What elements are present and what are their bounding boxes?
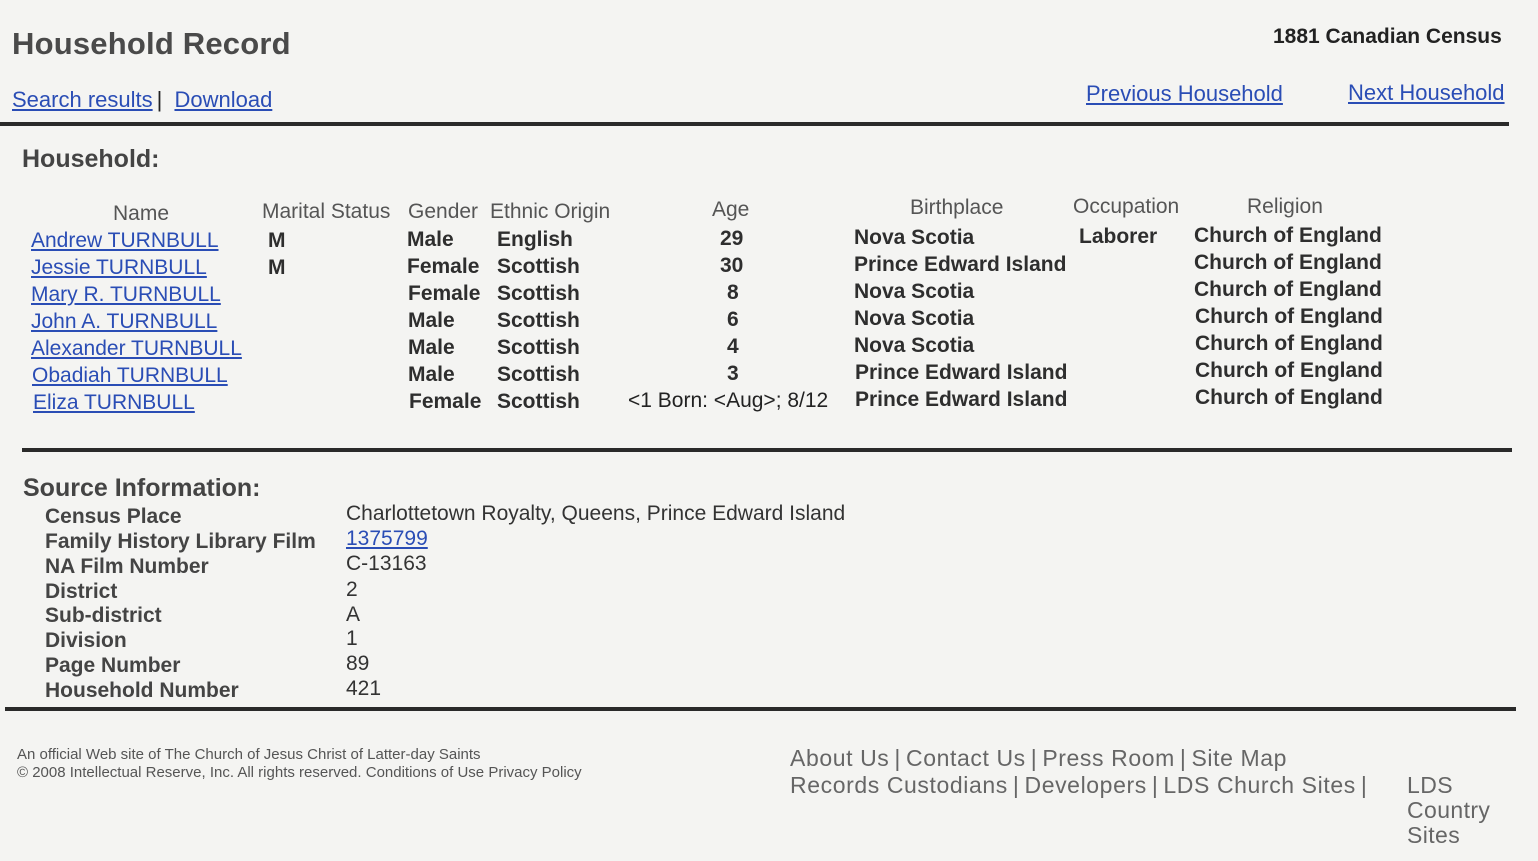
age-cell: 29 bbox=[720, 227, 744, 250]
age-cell: 3 bbox=[727, 362, 739, 385]
ethnic-origin-cell: Scottish bbox=[497, 336, 580, 359]
na-film-value: C-13163 bbox=[346, 552, 427, 575]
member-name-link[interactable]: Alexander TURNBULL bbox=[31, 337, 242, 360]
religion-cell: Church of England bbox=[1194, 278, 1382, 301]
column-header-religion: Religion bbox=[1247, 195, 1323, 218]
age-cell: 6 bbox=[727, 308, 739, 331]
age-cell: 4 bbox=[727, 335, 739, 358]
source-section-title: Source Information: bbox=[23, 474, 261, 502]
ethnic-origin-cell: English bbox=[497, 228, 573, 251]
ethnic-origin-cell: Scottish bbox=[497, 282, 580, 305]
marital-status-cell: M bbox=[268, 256, 286, 279]
footer-links-row-1 bbox=[790, 745, 1510, 772]
census-place-label: Census Place bbox=[45, 505, 182, 528]
ethnic-origin-cell: Scottish bbox=[497, 255, 580, 278]
footer-separator: | bbox=[1030, 745, 1038, 771]
records-custodians-link[interactable]: Records Custodians bbox=[790, 772, 1008, 798]
religion-cell: Church of England bbox=[1195, 386, 1383, 409]
footer-separator: | bbox=[1012, 772, 1020, 798]
household-section-title: Household: bbox=[22, 145, 160, 173]
about-us-link[interactable]: About Us bbox=[790, 745, 890, 771]
privacy-policy-link[interactable]: Privacy Policy bbox=[488, 764, 582, 781]
copyright-line bbox=[17, 764, 582, 781]
page-number-label: Page Number bbox=[45, 654, 181, 677]
gender-cell: Male bbox=[408, 309, 455, 332]
official-site-text: An official Web site of The Church of Jesus Christ of Latter-day Saints bbox=[17, 746, 481, 763]
ethnic-origin-cell: Scottish bbox=[497, 309, 580, 332]
age-cell: <1 Born: <Aug>; 8/12 bbox=[628, 389, 829, 412]
footer-links-row-2 bbox=[790, 773, 1510, 798]
na-film-label: NA Film Number bbox=[45, 555, 209, 578]
census-place-value: Charlottetown Royalty, Queens, Prince Edward Island bbox=[346, 502, 846, 525]
film-label: Family History Library Film bbox=[45, 530, 316, 553]
film-number-link[interactable]: 1375799 bbox=[346, 527, 428, 550]
column-header-birthplace: Birthplace bbox=[910, 196, 1004, 219]
press-room-link[interactable]: Press Room bbox=[1042, 745, 1175, 771]
gender-cell: Female bbox=[409, 390, 482, 413]
birthplace-cell: Nova Scotia bbox=[854, 226, 975, 249]
census-title: 1881 Canadian Census bbox=[1273, 25, 1502, 48]
footer-separator: | bbox=[1179, 745, 1187, 771]
page-number-value: 89 bbox=[346, 652, 370, 675]
footer-separator: | bbox=[1360, 772, 1368, 798]
district-value: 2 bbox=[346, 578, 358, 601]
district-label: District bbox=[45, 580, 118, 603]
religion-cell: Church of England bbox=[1195, 359, 1383, 382]
household-divider bbox=[22, 448, 1512, 452]
birthplace-cell: Prince Edward Island bbox=[855, 361, 1068, 384]
column-header-name: Name bbox=[113, 202, 170, 225]
footer-separator: | bbox=[1151, 772, 1159, 798]
search-results-link[interactable]: Search results bbox=[12, 87, 153, 112]
gender-cell: Male bbox=[408, 363, 455, 386]
subdistrict-value: A bbox=[346, 603, 361, 626]
column-header-ethnic-origin: Ethnic Origin bbox=[490, 200, 611, 223]
religion-cell: Church of England bbox=[1195, 305, 1383, 328]
household-row bbox=[0, 386, 1538, 417]
copyright-text: © 2008 Intellectual Reserve, Inc. All rights reserved. bbox=[17, 764, 362, 781]
religion-cell: Church of England bbox=[1194, 251, 1382, 274]
page-title: Household Record bbox=[12, 26, 291, 61]
household-number-label: Household Number bbox=[45, 679, 239, 702]
footer-separator: | bbox=[894, 745, 901, 771]
header-divider bbox=[0, 122, 1509, 126]
division-value: 1 bbox=[346, 627, 358, 650]
member-name-link[interactable]: Obadiah TURNBULL bbox=[32, 364, 228, 387]
column-header-occupation: Occupation bbox=[1073, 195, 1180, 218]
download-link[interactable]: Download bbox=[174, 87, 273, 112]
age-cell: 30 bbox=[720, 254, 744, 277]
next-household-link[interactable]: Next Household bbox=[1348, 80, 1505, 105]
religion-cell: Church of England bbox=[1195, 332, 1383, 355]
age-cell: 8 bbox=[727, 281, 739, 304]
member-name-link[interactable]: Jessie TURNBULL bbox=[31, 256, 207, 279]
division-label: Division bbox=[45, 629, 127, 652]
member-name-link[interactable]: John A. TURNBULL bbox=[31, 310, 218, 333]
source-divider bbox=[5, 707, 1516, 711]
ethnic-origin-cell: Scottish bbox=[497, 363, 580, 386]
gender-cell: Female bbox=[407, 255, 480, 278]
religion-cell: Church of England bbox=[1194, 224, 1382, 247]
column-header-gender: Gender bbox=[408, 200, 479, 223]
marital-status-cell: M bbox=[268, 229, 286, 252]
birthplace-cell: Nova Scotia bbox=[854, 307, 975, 330]
gender-cell: Male bbox=[408, 336, 455, 359]
member-name-link[interactable]: Andrew TURNBULL bbox=[31, 229, 219, 252]
top-links bbox=[12, 87, 272, 113]
conditions-of-use-link[interactable]: Conditions of Use bbox=[365, 764, 485, 781]
gender-cell: Male bbox=[407, 228, 454, 251]
birthplace-cell: Nova Scotia bbox=[854, 280, 975, 303]
column-header-marital-status: Marital Status bbox=[262, 200, 391, 223]
lds-country-sites-link[interactable]: LDS Country Sites bbox=[1407, 772, 1491, 848]
occupation-cell: Laborer bbox=[1079, 225, 1158, 248]
birthplace-cell: Prince Edward Island bbox=[855, 388, 1068, 411]
household-number-value: 421 bbox=[346, 677, 382, 700]
contact-us-link[interactable]: Contact Us bbox=[905, 745, 1026, 771]
member-name-link[interactable]: Eliza TURNBULL bbox=[33, 391, 195, 414]
ethnic-origin-cell: Scottish bbox=[497, 390, 580, 413]
link-separator: | bbox=[156, 87, 163, 112]
site-map-link[interactable]: Site Map bbox=[1191, 745, 1288, 771]
birthplace-cell: Nova Scotia bbox=[854, 334, 975, 357]
gender-cell: Female bbox=[408, 282, 481, 305]
subdistrict-label: Sub-district bbox=[45, 604, 162, 627]
lds-church-sites-link[interactable]: LDS Church Sites bbox=[1163, 772, 1356, 798]
birthplace-cell: Prince Edward Island bbox=[854, 253, 1067, 276]
previous-household-link[interactable]: Previous Household bbox=[1086, 81, 1283, 106]
developers-link[interactable]: Developers bbox=[1024, 772, 1147, 798]
column-header-age: Age bbox=[712, 198, 750, 221]
member-name-link[interactable]: Mary R. TURNBULL bbox=[31, 283, 221, 306]
